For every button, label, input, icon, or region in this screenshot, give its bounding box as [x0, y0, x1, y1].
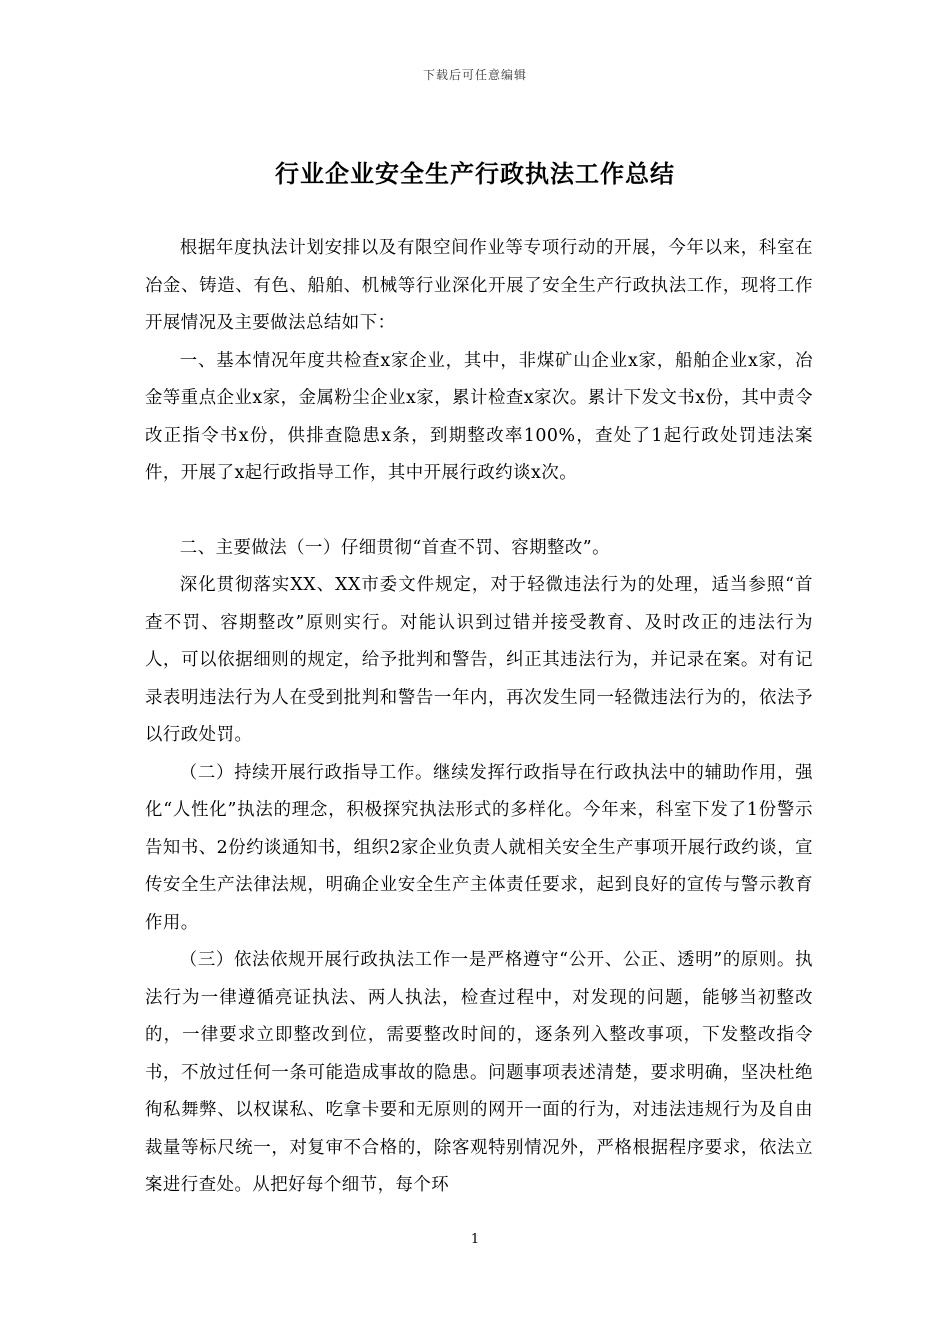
- header-note: 下载后可任意编辑: [422, 68, 527, 82]
- document-title: 行业企业安全生产行政执法工作总结: [275, 160, 675, 188]
- paragraph-intro: 根据年度执法计划安排以及有限空间作业等专项行动的开展，今年以来，科室在冶金、铸造、有色、船舶、机械等行业深化开展了安全生产行政执法工作，现将工作开展情况及主要做法总结如下：: [145, 238, 813, 333]
- document-body: [145, 230, 813, 1205]
- paragraph-main-practices-heading: 二、主要做法（一）仔细贯彻“首查不罚、容期整改”。: [179, 537, 611, 558]
- page-number: 1: [470, 1232, 480, 1247]
- paragraph-lawful-enforcement: （三）依法依规开展行政执法工作一是严格遵守“公开、公正、透明”的原则。执法行为一律遵循亮证执法、两人执法，检查过程中，对发现的问题，能够当初整改的，一律要求立即整改到位，需要整改时间的，逐条列入整改事项，下发整改指令书，不放过任何一条可能造成事故的隐患。问题事项表述清楚，要求明确，坚决杜绝徇私舞弊、以权谋私、吃拿卡要和无原则的网开一面的行为，对违法违规行为及自由裁量等标尺统一，对复审不合格的，除客观特别情况外，严格根据程序要求，依法立案进行查处。从把好每个细节，每个环: [145, 950, 813, 1195]
- paragraph-spacer: [145, 493, 813, 530]
- paragraph-first-offense-policy: 深化贯彻落实XX、XX市委文件规定，对于轻微违法行为的处理，适当参照“首查不罚、容期整改”原则实行。对能认识到过错并接受教育、及时改正的违法行为人，可以依据细则的规定，给予批判和警告，纠正其违法行为，并记录在案。对有记录表明违法行为人在受到批判和警告一年内，再次发生同一轻微违法行为的，依法予以行政处罚。: [145, 575, 813, 745]
- paragraph-administrative-guidance: （二）持续开展行政指导工作。继续发挥行政指导在行政执法中的辅助作用，强化“人性化”执法的理念，积极探究执法形式的多样化。今年来，科室下发了1份警示告知书、2份约谈通知书，组织2家企业负责人就相关安全生产事项开展行政约谈，宣传安全生产法律法规，明确企业安全生产主体责任要求，起到良好的宣传与警示教育作用。: [145, 762, 813, 933]
- paragraph-basic-situation: 一、基本情况年度共检查x家企业，其中，非煤矿山企业x家，船舶企业x家，冶金等重点企业x家，金属粉尘企业x家，累计检查x家次。累计下发文书x份，其中责令改正指令书x份，供排查隐患x条，到期整改率100%，查处了1起行政处罚违法案件，开展了x起行政指导工作，其中开展行政约谈x次。: [145, 350, 813, 483]
